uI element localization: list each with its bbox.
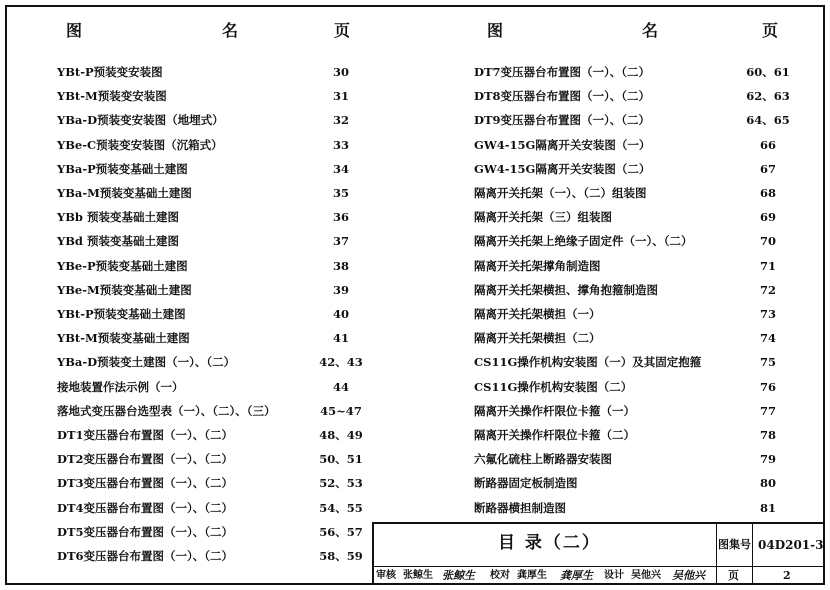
entry-page: 38 xyxy=(332,258,349,273)
contents-entry xyxy=(474,328,798,348)
entry-title: YBt-M预装变安装图 xyxy=(57,89,167,104)
atlas-label: 图集号 xyxy=(718,538,751,551)
title-block-col-divider xyxy=(716,522,717,585)
entry-title: 隔离开关托架上绝缘子固定件（一）、（二） xyxy=(474,234,693,249)
entry-page: 75 xyxy=(759,355,776,370)
entry-title: DT1变压器台布置图（一）、（二） xyxy=(57,428,234,442)
entry-title: CS11G操作机构安装图（二） xyxy=(474,379,633,394)
entry-page: 48、49 xyxy=(319,428,363,442)
contents-entry xyxy=(57,135,371,155)
contents-entry xyxy=(474,498,798,518)
contents-entry xyxy=(57,159,371,179)
entry-title: DT3变压器台布置图（一）、（二） xyxy=(57,476,234,491)
entry-page: 68 xyxy=(759,186,776,200)
contents-entry xyxy=(474,207,798,227)
entry-title: DT2变压器台布置图（一）、（二） xyxy=(57,452,234,467)
entry-title: YBt-P预装变安装图 xyxy=(57,65,163,79)
page-label: 页 xyxy=(728,569,739,582)
entry-title: 隔离开关托架（一）、（二）组装图 xyxy=(474,186,647,200)
entry-title: DT4变压器台布置图（一）、（二） xyxy=(57,500,234,515)
entry-page: 58、59 xyxy=(319,549,363,563)
entry-page: 73 xyxy=(759,307,776,321)
entry-title: YBd 预装变基础土建图 xyxy=(57,234,179,249)
entry-title: 隔离开关操作杆限位卡箍（二） xyxy=(474,428,635,442)
entry-title: 隔离开关操作杆限位卡箍（一） xyxy=(474,403,635,418)
entry-title: YBe-M预装变基础土建图 xyxy=(57,282,192,297)
entry-title: 隔离开关托架横担（一） xyxy=(474,307,601,321)
contents-entry xyxy=(474,159,798,179)
entry-title: 接地装置作法示例（一） xyxy=(57,379,184,394)
contents-entry xyxy=(57,110,371,130)
entry-title: DT5变压器台布置图（一）、（二） xyxy=(57,524,234,539)
entry-title: YBt-M预装变基础土建图 xyxy=(57,331,190,346)
entry-page: 69 xyxy=(759,210,776,225)
entry-page: 37 xyxy=(332,234,349,249)
check-label: 校对 xyxy=(490,570,510,581)
entry-page: 67 xyxy=(759,161,776,176)
entry-title: YBe-P预装变基础土建图 xyxy=(57,258,188,273)
atlas-number: 04D201-3 xyxy=(758,538,824,552)
review-label: 审核 xyxy=(376,570,396,581)
entry-title: CS11G操作机构安装图（一）及其固定抱箍 xyxy=(474,355,702,370)
contents-entry xyxy=(474,449,798,469)
entry-page: 42、43 xyxy=(319,355,363,370)
entry-page: 77 xyxy=(759,403,776,418)
entry-page: 33 xyxy=(332,137,349,152)
entry-title: YBa-D预装变安装图（地埋式） xyxy=(57,113,224,128)
page-number: 2 xyxy=(783,569,791,582)
entry-title: DT8变压器台布置图（一）、（二） xyxy=(474,89,651,104)
entry-page: 54、55 xyxy=(319,500,363,515)
title-block-top-border xyxy=(372,522,825,524)
header-right-figure: 图 xyxy=(487,21,504,40)
review-signature: 张鲸生 xyxy=(442,569,475,582)
entry-page: 35 xyxy=(332,186,349,200)
contents-entry xyxy=(57,546,371,566)
header-left-page: 页 xyxy=(334,21,351,40)
contents-entry xyxy=(474,62,798,82)
entry-page: 64、65 xyxy=(746,113,790,128)
contents-entry xyxy=(57,498,371,518)
contents-entry xyxy=(57,231,371,251)
header-right-name: 名 xyxy=(642,21,659,40)
contents-entry xyxy=(474,231,798,251)
entry-title: GW4-15G隔离开关安装图（二） xyxy=(474,161,651,176)
entry-page: 66 xyxy=(759,137,776,152)
contents-entry xyxy=(57,473,371,493)
header-right-page: 页 xyxy=(762,21,779,40)
entry-title: DT7变压器台布置图（一）、（二） xyxy=(474,65,651,79)
entry-title: YBa-P预装变基础土建图 xyxy=(57,161,188,176)
entry-title: 落地式变压器台选型表（一）、（二）、（三） xyxy=(57,403,276,418)
review-name: 张鲸生 xyxy=(403,570,433,581)
entry-page: 52、53 xyxy=(319,476,363,491)
entry-page: 45~47 xyxy=(320,403,362,418)
entry-title: YBb 预装变基础土建图 xyxy=(57,210,179,225)
entry-title: DT9变压器台布置图（一）、（二） xyxy=(474,113,651,128)
contents-entry xyxy=(474,425,798,445)
entry-page: 70 xyxy=(759,234,776,249)
contents-entry xyxy=(57,207,371,227)
entry-page: 76 xyxy=(759,379,776,394)
entry-page: 31 xyxy=(332,89,349,104)
entry-title: YBa-M预装变基础土建图 xyxy=(57,186,192,200)
check-signature: 龚厚生 xyxy=(560,569,593,582)
contents-entry xyxy=(474,256,798,276)
entry-page: 79 xyxy=(759,452,776,467)
entry-page: 36 xyxy=(332,210,349,225)
design-name: 吴他兴 xyxy=(631,570,661,581)
entry-title: YBe-C预装变安装图（沉箱式） xyxy=(57,137,223,152)
entry-title: 断路器固定板制造图 xyxy=(474,476,578,491)
entry-title: 隔离开关托架横担（二） xyxy=(474,331,601,346)
entry-title: YBt-P预装变基础土建图 xyxy=(57,307,186,321)
title-block-row-divider xyxy=(372,566,825,567)
contents-entry xyxy=(57,183,371,203)
entry-page: 74 xyxy=(759,331,776,346)
entry-page: 39 xyxy=(332,282,349,297)
entry-title: DT6变压器台布置图（一）、（二） xyxy=(57,549,234,563)
entry-title: 断路器横担制造图 xyxy=(474,500,566,515)
title-block-left-border xyxy=(372,522,374,585)
contents-entry xyxy=(474,401,798,421)
entry-title: 隔离开关托架横担、撑角抱箍制造图 xyxy=(474,282,658,297)
contents-entry xyxy=(57,449,371,469)
contents-entry xyxy=(57,280,371,300)
contents-entry xyxy=(57,352,371,372)
contents-entry xyxy=(474,86,798,106)
entry-title: 隔离开关托架撑角制造图 xyxy=(474,258,601,273)
entry-page: 32 xyxy=(332,113,349,128)
contents-entry xyxy=(57,304,371,324)
contents-entry xyxy=(57,377,371,397)
entry-page: 60、61 xyxy=(746,65,790,79)
entry-page: 62、63 xyxy=(746,89,790,104)
title-block-col-divider-2 xyxy=(752,522,753,585)
contents-entry xyxy=(474,183,798,203)
contents-entry xyxy=(57,425,371,445)
contents-entry xyxy=(474,352,798,372)
entry-title: 六氟化硫柱上断路器安装图 xyxy=(474,452,612,467)
design-signature: 吴他兴 xyxy=(672,569,705,582)
entry-title: GW4-15G隔离开关安装图（一） xyxy=(474,137,651,152)
entry-page: 50、51 xyxy=(319,452,363,467)
header-left-name: 名 xyxy=(222,21,239,40)
contents-entry xyxy=(57,401,371,421)
entry-page: 72 xyxy=(759,282,776,297)
sheet-title: 目 录（二） xyxy=(498,533,601,553)
contents-entry xyxy=(57,256,371,276)
entry-page: 44 xyxy=(332,379,349,394)
contents-entry xyxy=(474,280,798,300)
entry-page: 30 xyxy=(332,65,349,79)
entry-page: 56、57 xyxy=(319,524,363,539)
entry-page: 81 xyxy=(759,500,776,515)
header-left-figure: 图 xyxy=(66,21,83,40)
check-name: 龚厚生 xyxy=(517,570,547,581)
contents-entry xyxy=(474,473,798,493)
entry-page: 34 xyxy=(332,161,349,176)
contents-entry xyxy=(57,86,371,106)
contents-entry xyxy=(474,110,798,130)
design-label: 设计 xyxy=(604,570,624,581)
contents-entry xyxy=(474,304,798,324)
entry-page: 80 xyxy=(759,476,776,491)
contents-entry xyxy=(57,328,371,348)
contents-entry xyxy=(474,377,798,397)
contents-entry xyxy=(57,62,371,82)
entry-page: 40 xyxy=(332,307,349,321)
entry-title: YBa-D预装变土建图（一）、（二） xyxy=(57,355,236,370)
contents-entry xyxy=(57,522,371,542)
entry-page: 41 xyxy=(332,331,349,346)
contents-entry xyxy=(474,135,798,155)
entry-page: 78 xyxy=(759,428,776,442)
entry-page: 71 xyxy=(759,258,776,273)
entry-title: 隔离开关托架（三）组装图 xyxy=(474,210,612,225)
